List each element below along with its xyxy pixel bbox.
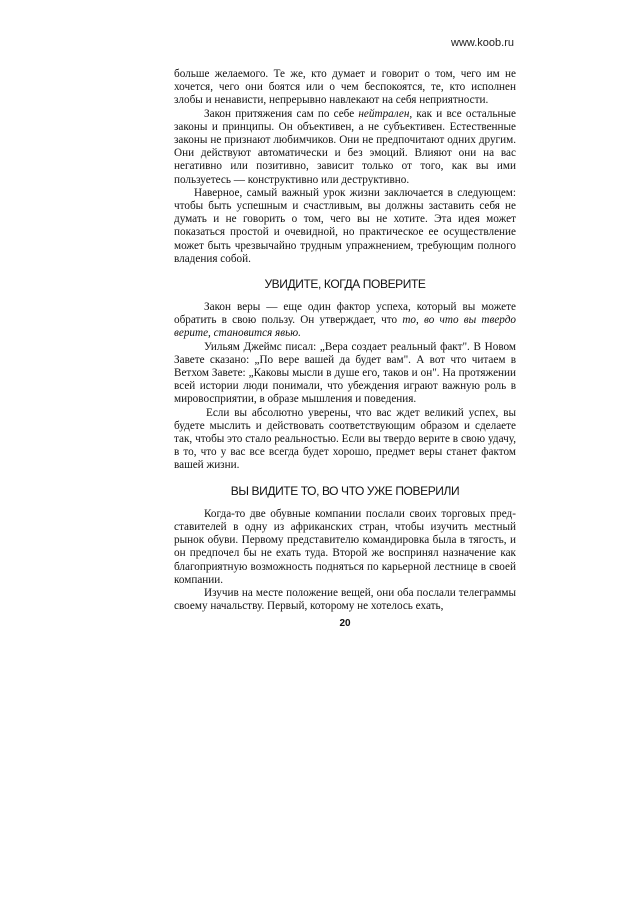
section-heading: УВИДИТЕ, КОГДА ПОВЕРИТЕ <box>264 277 426 292</box>
text-run: Закон притяжения сам по себе <box>204 107 359 120</box>
paragraph: Если вы абсолютно уверены, что вас ждет великий успех, вы будете мыслить и действовать соответствующим образом и сделаете так, чтобы это стало реальностью. Если вы твердо верите в свою удачу, в то, что у вас все всегда будет хорошо, предмет веры станет фактом вашей жизни. <box>174 406 516 472</box>
italic-text: то, во что вы твердо верите, становится явью. <box>174 314 516 340</box>
paragraph: Когда-то две обувные компании послали своих торговых представителей в одну из африканских стран, чтобы изучить местный рынок обуви. Первому представителю командировка была в тягость, и он предпочел бы не ехать туда. Второй же воспринял назначение как благоприятную возможность подняться по карьерной лестнице в своей компании. <box>174 507 516 586</box>
paragraph <box>174 301 516 341</box>
text-run: как и все остальные законы и принципы. Он объективен, а не субъективен. Естественные законы не признают любимчиков. Они не предпочитают одних другим. Они действуют автоматически и без эмоций. Влияют они на вас негативно или позитивно, зависит только от того, как вы ими пользуетесь — конструктивно или деструктивно. <box>174 107 516 186</box>
paragraph: Уильям Джеймс писал: „Вера создает реальный факт". В Новом Завете сказано: „По вере вашей да будет вам". А вот что читаем в Ветхом Завете: „Каковы мысли в душе его, таков и он". На протяжении всей истории люди понимали, что убеждения играют важную роль в мировосприятии, в образе мышления и поведения. <box>174 340 516 406</box>
italic-text: нейтрален, <box>358 107 413 120</box>
page-body <box>174 68 516 631</box>
site-url: www.koob.ru <box>451 37 514 49</box>
paragraph: больше желаемого. Те же, кто думает и говорит о том, чего им не хочется, чего они боятся или о чем беспокоятся, те, кто исполнен злобы и ненависти, непрерывно навлекают на себя неприятности. <box>174 68 516 107</box>
section-heading: ВЫ ВИДИТЕ ТО, ВО ЧТО УЖЕ ПОВЕРИЛИ <box>230 483 460 498</box>
paragraph: Наверное, самый важный урок жизни заключается в следующем: чтобы быть успешным и счастливым, вы должны заставить себя не думать и не говорить о том, чего вы не хотите. Эта идея может показаться простой и очевидной, но практическое ее осуществление может быть чрезвычайно трудным упражнением, требующим полного владения собой. <box>174 186 516 265</box>
page-number: 20 <box>339 618 351 630</box>
paragraph: Изучив на месте положение вещей, они оба послали телеграммы своему начальству. Первый, которому не хотелось ехать, <box>174 586 516 613</box>
text-run: Закон веры — еще один фактор успеха, который вы можете обратить в свою пользу. Он утверждает, что <box>174 301 516 327</box>
paragraph <box>174 108 516 187</box>
